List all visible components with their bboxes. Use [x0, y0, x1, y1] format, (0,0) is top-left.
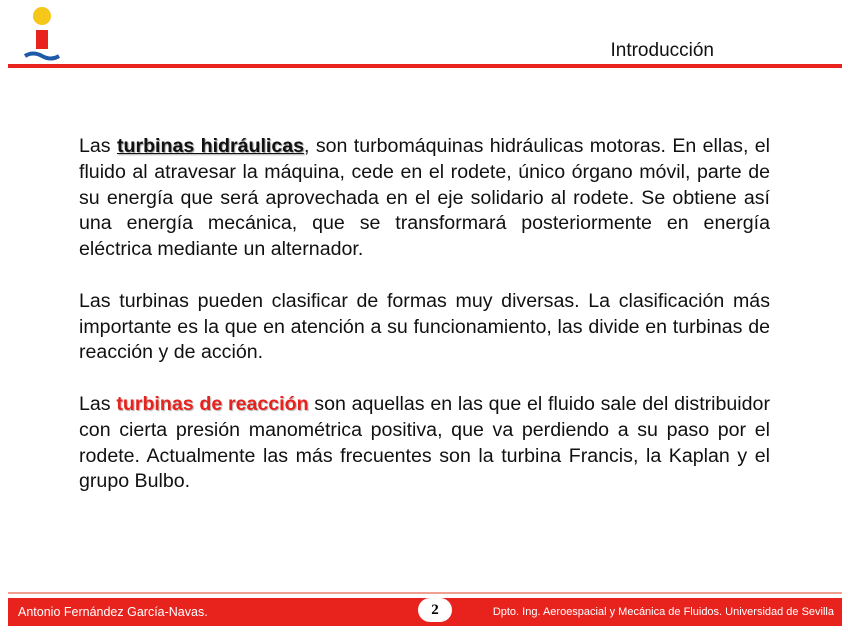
- term-turbinas-de-reaccion: turbinas de reacción: [116, 392, 309, 415]
- paragraph-classification: Las turbinas pueden clasificar de formas muy diversas. La clasificación más importante es la que en atención a su funcionamiento, las divide en turbinas de reacción y de acción.: [79, 289, 770, 364]
- paragraph-definition: [79, 134, 770, 263]
- footer-divider: [8, 592, 842, 594]
- paragraph-reaction: [79, 392, 770, 495]
- page-title: Introducción: [610, 40, 714, 61]
- paragraph-lead: Las: [79, 392, 117, 415]
- paragraph-text: son aquellas en las que el fluido sale del distribuidor con cierta presión manométrica positiva, que va perdiendo a su paso por el rodete. Actualmente las más frecuentes son la turbina Francis, la Kaplan y el grupo Bulbo.: [79, 392, 770, 493]
- term-turbinas-hidraulicas: turbinas hidráulicas: [116, 135, 305, 157]
- paragraph-text: , son turbomáquinas hidráulicas motoras. En ellas, el fluido al atravesar la máquina, cede en el rodete, único órgano móvil, parte de su energía que será aprovechada en el eje solidario al rodete. Se obtiene así una energía mecánica, que se transformará posteriormente en energía eléctrica mediante un alternador.: [79, 135, 770, 261]
- slide-body: [79, 134, 770, 521]
- paragraph-lead: Las: [79, 135, 117, 157]
- footer-department: Dpto. Ing. Aeroespacial y Mecánica de Fluidos. Universidad de Sevilla: [492, 606, 834, 618]
- footer-bar: [8, 598, 842, 626]
- footer-author: Antonio Fernández García-Navas.: [18, 605, 208, 619]
- header-divider: [8, 64, 842, 68]
- page-number: 2: [418, 598, 452, 622]
- university-logo-icon: [22, 6, 62, 62]
